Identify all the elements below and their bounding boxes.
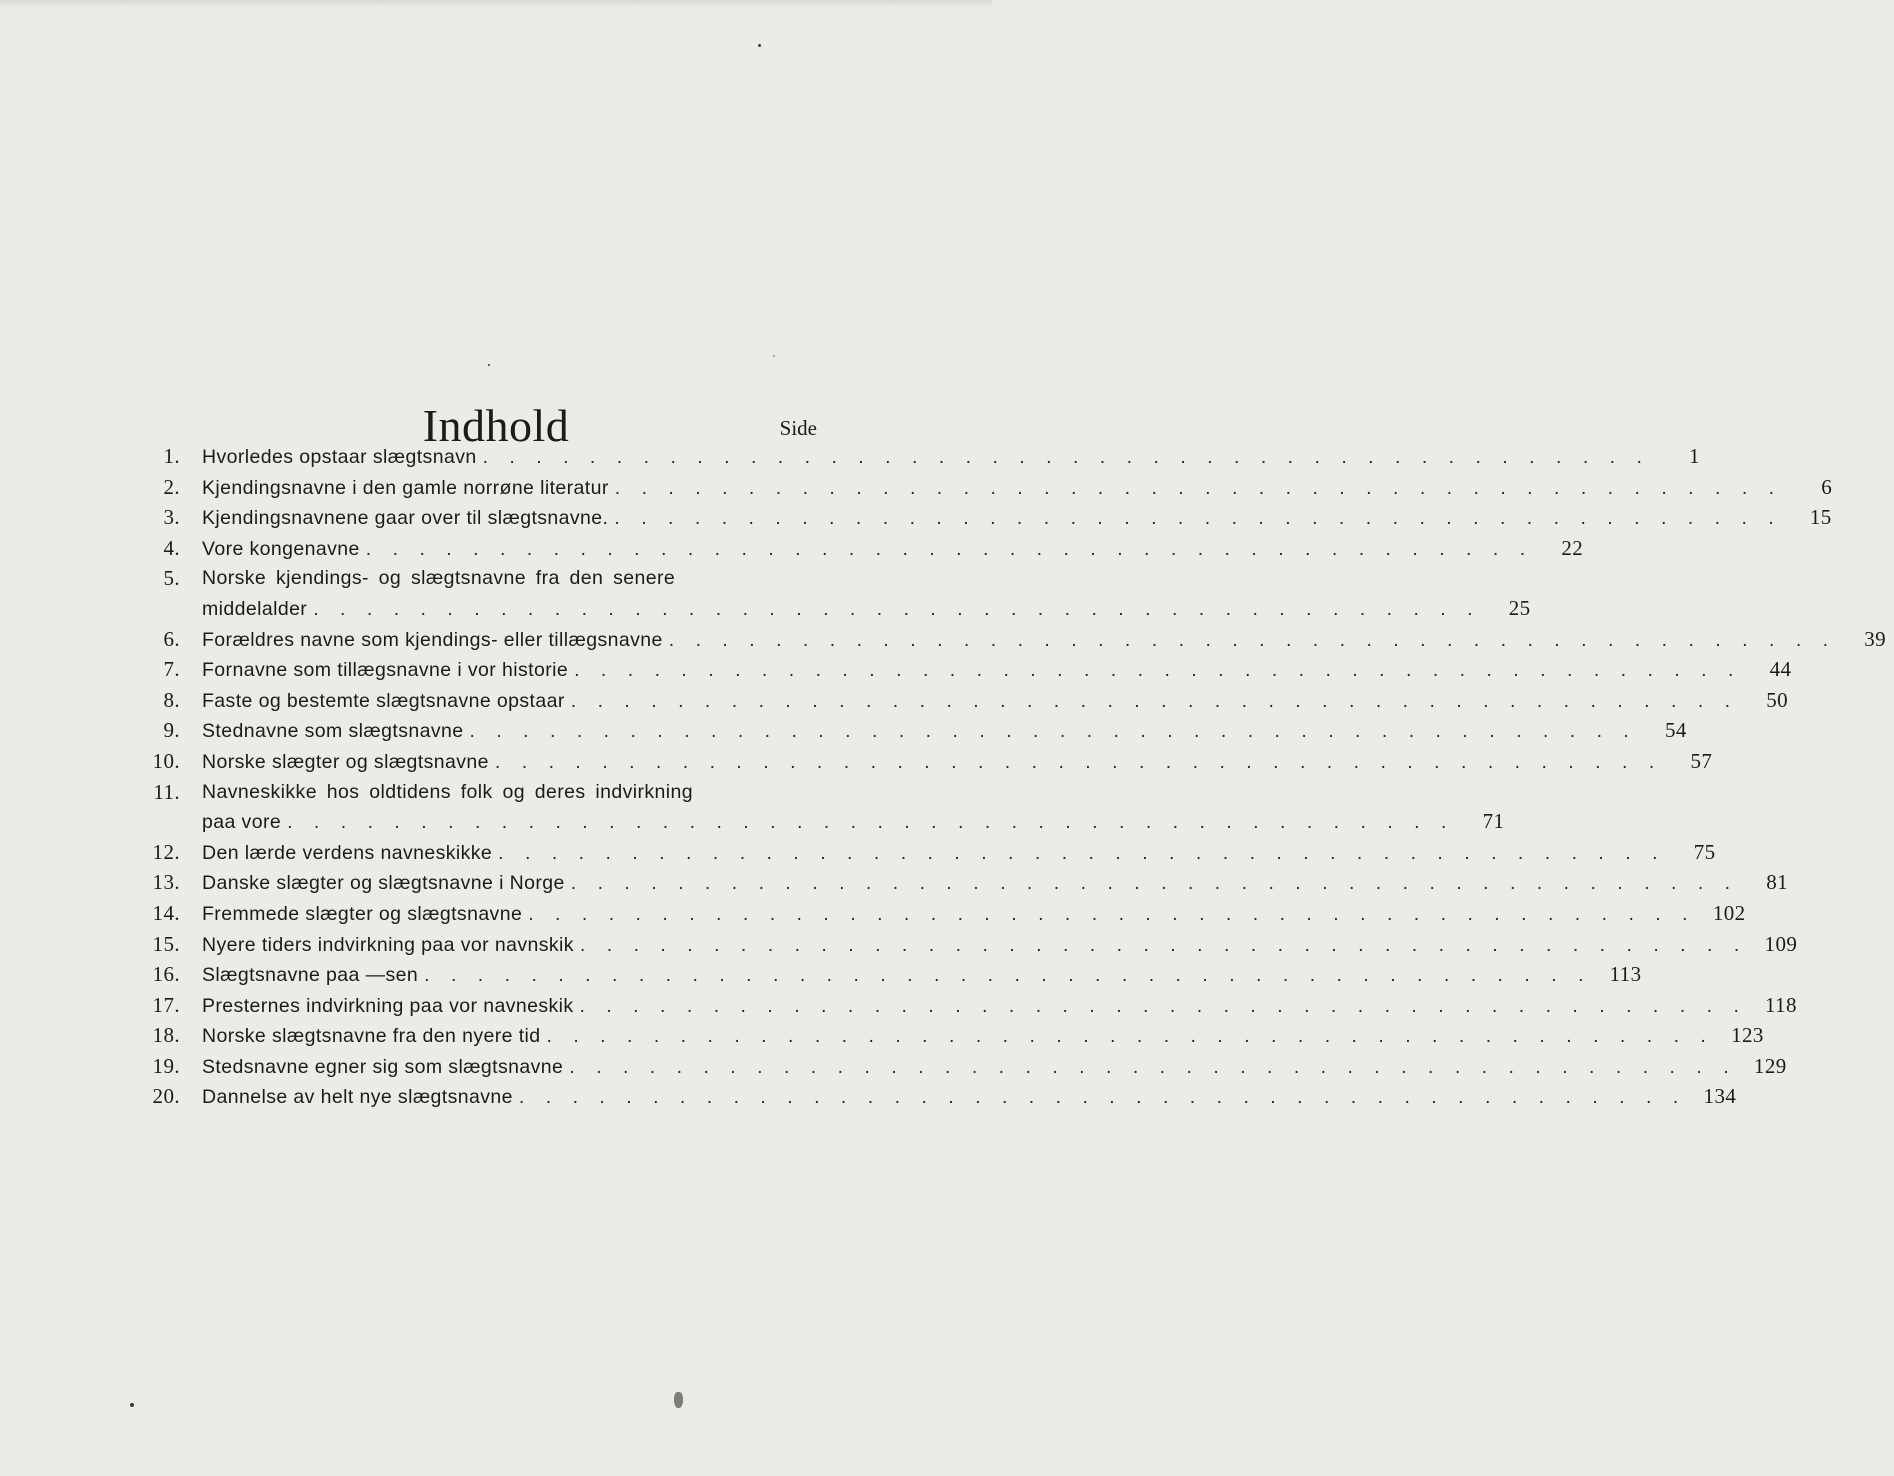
toc-entry-number: 5. [163, 566, 180, 591]
toc-entry-number: 19. [152, 1053, 180, 1078]
dot-leader: . . . . . . . . . . . . . . . . . . . . . . . . . . . . . . . . . . . . . . . . . . . . [482, 446, 1650, 468]
toc-entry-title: paa vore [202, 811, 282, 834]
toc-entry [140, 534, 1584, 565]
dot-leader: . . . . . . . . . . . . . . . . . . . . . . . . . . . . . . . . . . . . . . . . . . . . [668, 628, 1837, 651]
toc-entry [140, 899, 1746, 930]
toc-entry-number: 17. [152, 992, 180, 1017]
toc-entry-number: 14. [152, 900, 180, 925]
toc-entry [140, 991, 1797, 1022]
dot-leader: . . . . . . . . . . . . . . . . . . . . . . . . . . . . . . . . . . . . . . . . . . . . [424, 964, 1592, 987]
toc-entry-line [202, 1082, 1737, 1113]
toc-entry-line [202, 991, 1797, 1022]
toc-entry-number: 8. [163, 687, 180, 712]
dot-leader: . . . . . . . . . . . . . . . . . . . . . . . . . . . . . . . . . . . . . . . . . . . . [469, 720, 1637, 743]
toc-entry-title: Hvorledes opstaar slægtsnavn [202, 446, 477, 468]
dot-leader: . . . . . . . . . . . . . . . . . . . . . . . . . . . . . . . . . . . . . . . . . . . . [494, 750, 1663, 773]
toc-entry-title: Stedsnavne egner sig som slægtsnavne [202, 1055, 564, 1078]
toc-entry-page: 75 [1693, 839, 1716, 864]
dot-leader: . . . . . . . . . . . . . . . . . . . . . . . . . . . . . . . . . . . . . . . . . . . . [614, 507, 1782, 530]
dot-leader: . . . . . . . . . . . . . . . . . . . . . . . . . . . . . . . . . . . . . . . . . . . . [574, 659, 1742, 682]
speck [488, 364, 490, 366]
toc-entry-page: 1 [1689, 444, 1700, 468]
toc-entry [140, 564, 1531, 624]
toc-entry [140, 747, 1713, 778]
toc-entry-page: 109 [1764, 931, 1798, 956]
toc-entry-title: Fornavne som tillægsnavne i vor historie [202, 659, 569, 682]
toc-entry-page: 102 [1712, 900, 1746, 925]
toc-entry-line [202, 838, 1716, 869]
dot-leader: . . . . . . . . . . . . . . . . . . . . . . . . . . . . . . . . . . . . . . . . . . . . [528, 902, 1696, 925]
toc-entry-line [202, 503, 1832, 534]
toc-entry-number: 4. [163, 535, 180, 560]
toc-entry [140, 960, 1642, 991]
toc-entry-title: Slægtsnavne paa —sen [202, 964, 419, 987]
toc-entry [140, 503, 1832, 534]
speck [130, 1403, 134, 1407]
toc-entry-page: 15 [1809, 505, 1832, 530]
toc-entry-number: 15. [152, 931, 180, 956]
dot-leader: . . . . . . . . . . . . . . . . . . . . . . . . . . . . . . . . . . . . . . . . . . . . [287, 811, 1455, 834]
toc-entry-page: 123 [1731, 1023, 1764, 1048]
dot-leader: . . . . . . . . . . . . . . . . . . . . . . . . . . . . . . . . . . . . . . . . . . . . [614, 476, 1783, 499]
toc-entry-title: Kjendingsnavnene gaar over til slægtsnavne. [202, 507, 609, 530]
toc-entry-number: 20. [152, 1084, 180, 1109]
side-column-header: Side [779, 416, 817, 440]
toc-entry-number: 13. [152, 870, 180, 895]
toc-entry [140, 686, 1789, 717]
toc-entry-line [202, 868, 1789, 899]
toc-entry-page: 118 [1764, 992, 1797, 1017]
speck [758, 44, 761, 47]
toc-entry-page: 44 [1769, 657, 1792, 682]
toc-entry-title: Den lærde verdens navneskikke [202, 841, 493, 864]
toc-entry-number: 11. [153, 779, 180, 804]
toc-entry-line [202, 716, 1687, 747]
toc-entry-page: 113 [1609, 962, 1642, 987]
toc-entry-number: 16. [152, 962, 180, 987]
toc-list [140, 442, 1887, 1113]
toc-entry-number: 6. [163, 626, 180, 651]
ink-mark [674, 1392, 683, 1408]
toc-entry-line [202, 534, 1584, 565]
toc-entry-page: 57 [1690, 748, 1713, 773]
toc-entry-title: Dannelse av helt nye slægtsnavne [202, 1086, 513, 1109]
dot-leader: . . . . . . . . . . . . . . . . . . . . . . . . . . . . . . . . . . . . . . . . . . . . [365, 537, 1534, 560]
toc-entry [140, 1021, 1764, 1052]
toc-entry-page: 6 [1821, 474, 1833, 499]
dot-leader: . . . . . . . . . . . . . . . . . . . . . . . . . . . . . . . . . . . . . . . . . . . . [313, 597, 1481, 620]
toc-entry-title-line1: Navneskikke hos oldtidens folk og deres indvirkning [202, 780, 693, 803]
dot-leader: . . . . . . . . . . . . . . . . . . . . . . . . . . . . . . . . . . . . . . . . . . . . [579, 994, 1747, 1017]
toc-entry [140, 930, 1798, 961]
dot-leader: . . . . . . . . . . . . . . . . . . . . . . . . . . . . . . . . . . . . . . . . . . . . [569, 1055, 1737, 1078]
toc-entry-page: 50 [1766, 687, 1789, 712]
toc-entry [140, 868, 1789, 899]
toc-entry-title: Norske slægter og slægtsnavne [202, 750, 489, 773]
toc-entry-title: Presternes indvirkning paa vor navneskik [202, 994, 574, 1017]
toc-entry-number: 1. [163, 444, 180, 468]
toc-entry-line [202, 807, 1505, 838]
toc-entry-line [202, 594, 1531, 625]
toc-entry-number: 12. [152, 839, 180, 864]
toc-entry-number: 7. [163, 657, 180, 682]
toc-entry-page: 134 [1703, 1084, 1737, 1109]
page-title: Indhold [422, 399, 570, 451]
toc-entry [140, 473, 1833, 504]
toc-entry-page: 22 [1561, 535, 1584, 560]
scan-edge [0, 0, 992, 8]
table-of-contents [140, 414, 1887, 1113]
toc-entry [140, 655, 1792, 686]
toc-entry-title: Faste og bestemte slægtsnavne opstaar [202, 689, 565, 712]
toc-entry-title: Vore kongenavne [202, 537, 360, 560]
toc-entry [140, 838, 1716, 869]
dot-leader: . . . . . . . . . . . . . . . . . . . . . . . . . . . . . . . . . . . . . . . . . . . . [498, 841, 1666, 864]
dot-leader: . . . . . . . . . . . . . . . . . . . . . . . . . . . . . . . . . . . . . . . . . . . . [546, 1025, 1714, 1048]
toc-entry-line [202, 960, 1642, 991]
toc-entry-page: 54 [1665, 718, 1687, 743]
toc-entry-title: Forældres navne som kjendings- eller tillægsnavne [202, 628, 663, 651]
toc-entry [140, 442, 1700, 473]
dot-leader: . . . . . . . . . . . . . . . . . . . . . . . . . . . . . . . . . . . . . . . . . . . . [579, 933, 1748, 956]
toc-entry-number: 10. [152, 748, 180, 773]
toc-entry-title: Stednavne som slægtsnavne [202, 720, 464, 743]
toc-entry-page: 71 [1482, 809, 1505, 834]
toc-entry-line [202, 899, 1746, 930]
toc-entry-title: Danske slægter og slægtsnavne i Norge [202, 872, 565, 895]
toc-entry-line [202, 625, 1887, 656]
toc-entry-title: Fremmede slægter og slægtsnavne [202, 902, 523, 925]
toc-entry-line [202, 442, 1700, 473]
toc-entry-title: middelalder [202, 597, 308, 620]
toc-entry-title-line1: Norske kjendings- og slægtsnavne fra den senere [202, 567, 676, 590]
toc-entry-line [202, 655, 1792, 686]
toc-entry-title: Kjendingsnavne i den gamle norrøne literatur [202, 476, 609, 499]
toc-entry-line [202, 473, 1833, 504]
speck [773, 355, 775, 357]
toc-entry-page: 129 [1753, 1053, 1787, 1078]
toc-entry-number: 3. [163, 505, 180, 530]
toc-entry-number: 2. [163, 474, 180, 499]
toc-entry-title: Norske slægtsnavne fra den nyere tid [202, 1025, 541, 1048]
dot-leader: . . . . . . . . . . . . . . . . . . . . . . . . . . . . . . . . . . . . . . . . . . . . [570, 689, 1739, 712]
toc-entry-number: 18. [152, 1023, 180, 1048]
toc-entry-number: 9. [163, 718, 180, 743]
dot-leader: . . . . . . . . . . . . . . . . . . . . . . . . . . . . . . . . . . . . . . . . . . . . [570, 872, 1739, 895]
toc-entry [140, 778, 1505, 838]
toc-entry-line [202, 686, 1789, 717]
toc-entry-line [202, 1021, 1764, 1052]
toc-entry-page: 25 [1508, 595, 1531, 620]
toc-entry-line [202, 747, 1713, 778]
toc-entry-line [202, 930, 1798, 961]
toc-entry-title: Nyere tiders indvirkning paa vor navnskik [202, 933, 574, 956]
toc-entry [140, 716, 1687, 747]
toc-entry [140, 625, 1887, 656]
toc-entry [140, 1052, 1787, 1083]
dot-leader: . . . . . . . . . . . . . . . . . . . . . . . . . . . . . . . . . . . . . . . . . . . . [518, 1086, 1687, 1109]
toc-entry-page: 39 [1864, 626, 1887, 651]
toc-entry [140, 1082, 1737, 1113]
toc-entry-line [202, 1052, 1787, 1083]
toc-entry-page: 81 [1766, 870, 1789, 895]
